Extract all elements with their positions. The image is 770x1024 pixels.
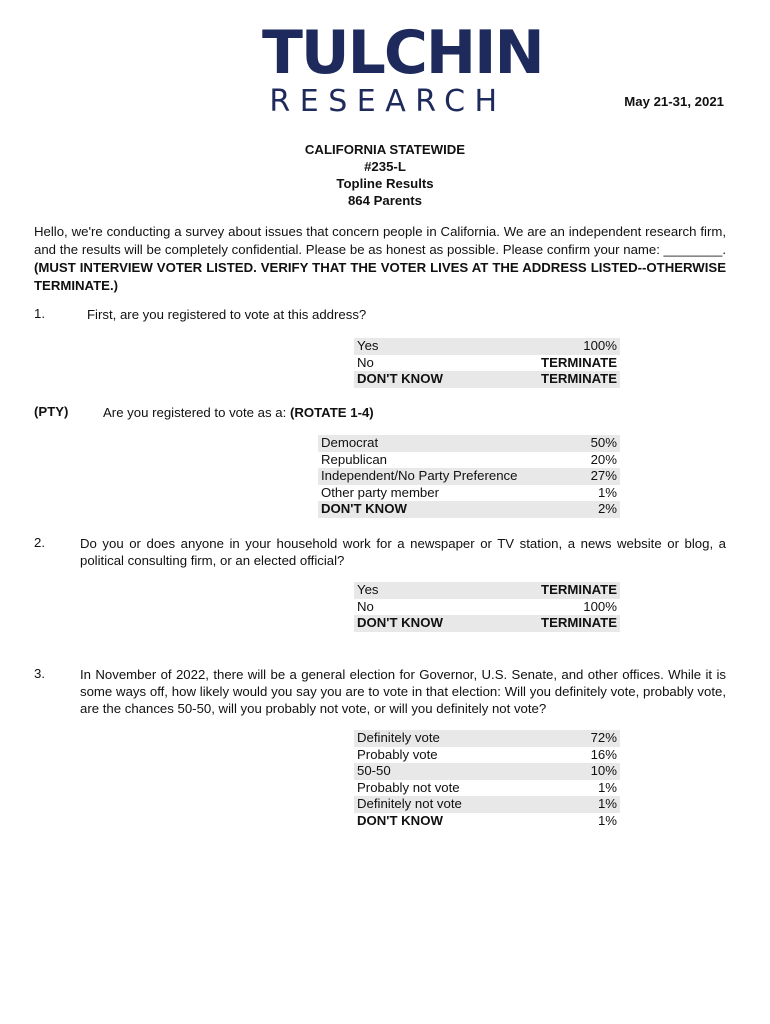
header-survey-number: #235-L <box>364 159 406 174</box>
answer-row <box>354 747 620 764</box>
question-instruction: (ROTATE 1-4) <box>289 405 374 420</box>
answer-row <box>354 355 620 372</box>
answer-value: 100% <box>495 338 620 355</box>
answer-value: 27% <box>578 468 620 485</box>
answer-value: 1% <box>597 779 617 795</box>
answer-label: Republican <box>321 451 387 467</box>
header-sample-size: 864 Parents <box>347 193 423 208</box>
answer-value: 20% <box>590 451 617 467</box>
answer-value: TERMINATE <box>495 371 620 388</box>
question-text: First, are you registered to vote at this address? <box>87 307 367 322</box>
answer-table <box>354 338 620 388</box>
answer-table <box>354 582 620 632</box>
answer-row <box>354 763 620 780</box>
header-title: CALIFORNIA STATEWIDE <box>304 142 466 157</box>
answer-label: Other party member <box>321 484 439 500</box>
answer-row <box>318 485 620 502</box>
answer-label: DON'T KNOW <box>357 812 443 828</box>
answer-table <box>354 730 620 829</box>
answer-label: DON'T KNOW <box>354 371 495 388</box>
answer-value: 1% <box>560 796 620 813</box>
question-text-body: Are you registered to vote as a: <box>103 405 287 420</box>
answer-value: 10% <box>560 763 620 780</box>
answer-value: 50% <box>578 435 620 452</box>
answer-row <box>318 468 620 485</box>
answer-value: 72% <box>560 730 620 747</box>
answer-row <box>354 615 620 632</box>
intro-instruction: (MUST INTERVIEW VOTER LISTED. VERIFY THAT THE VOTER LIVES AT THE ADDRESS LISTED--OTHERWISE TERMINATE.) <box>34 260 726 293</box>
answer-row <box>318 452 620 469</box>
answer-row <box>354 796 620 813</box>
answer-label: Probably not vote <box>357 779 460 795</box>
answer-value: 100% <box>583 598 617 614</box>
answer-value: TERMINATE <box>495 582 620 599</box>
answer-label: No <box>357 354 374 370</box>
answer-row <box>354 599 620 616</box>
answer-row <box>354 582 620 599</box>
answer-row <box>354 813 620 830</box>
answer-label: 50-50 <box>354 763 560 780</box>
header-subtitle: Topline Results <box>336 176 434 191</box>
answer-row <box>354 371 620 388</box>
question-number: 3. <box>34 666 45 681</box>
intro-text: Hello, we're conducting a survey about issues that concern people in California. We are an independent research firm, and the results will be completely confidential. Please be as honest as possible. Please confirm your name: ________. <box>34 224 726 257</box>
document-header <box>0 141 770 209</box>
answer-value: 2% <box>578 501 620 518</box>
question-number: 2. <box>34 535 45 550</box>
answer-value: TERMINATE <box>541 354 617 370</box>
answer-row <box>354 730 620 747</box>
answer-label: Definitely vote <box>354 730 560 747</box>
answer-row <box>318 501 620 518</box>
answer-value: 16% <box>590 746 617 762</box>
question-text: In November of 2022, there will be a general election for Governor, U.S. Senate, and other offices. While it is some ways off, how likely would you say you are to vote in that election: Will you definitely vote, probably vote, are the chances 50-50, will you probably not vote, or will you definitely not vote? <box>80 667 726 716</box>
question-text: Do you or does anyone in your household work for a newspaper or TV station, a news website or blog, a political consulting firm, or an elected official? <box>80 536 726 568</box>
answer-label: Definitely not vote <box>354 796 560 813</box>
answer-label: Probably vote <box>357 746 438 762</box>
answer-value: 1% <box>597 812 617 828</box>
answer-table <box>318 435 620 518</box>
answer-label: No <box>357 598 374 614</box>
answer-label: Democrat <box>318 435 578 452</box>
company-logo-subtitle: RESEARCH <box>269 84 507 119</box>
answer-row <box>354 780 620 797</box>
intro-paragraph <box>34 223 726 295</box>
answer-row <box>354 338 620 355</box>
question-number: (PTY) <box>34 404 69 419</box>
survey-date: May 21-31, 2021 <box>624 94 724 109</box>
answer-label: Independent/No Party Preference <box>318 468 578 485</box>
answer-value: TERMINATE <box>495 615 620 632</box>
question-text <box>103 404 374 421</box>
answer-label: Yes <box>354 582 495 599</box>
answer-label: DON'T KNOW <box>318 501 578 518</box>
question-number: 1. <box>34 306 45 321</box>
answer-value: 1% <box>597 484 617 500</box>
answer-label: Yes <box>354 338 495 355</box>
answer-row <box>318 435 620 452</box>
answer-label: DON'T KNOW <box>354 615 495 632</box>
company-logo-wordmark: TULCHIN <box>262 18 543 88</box>
